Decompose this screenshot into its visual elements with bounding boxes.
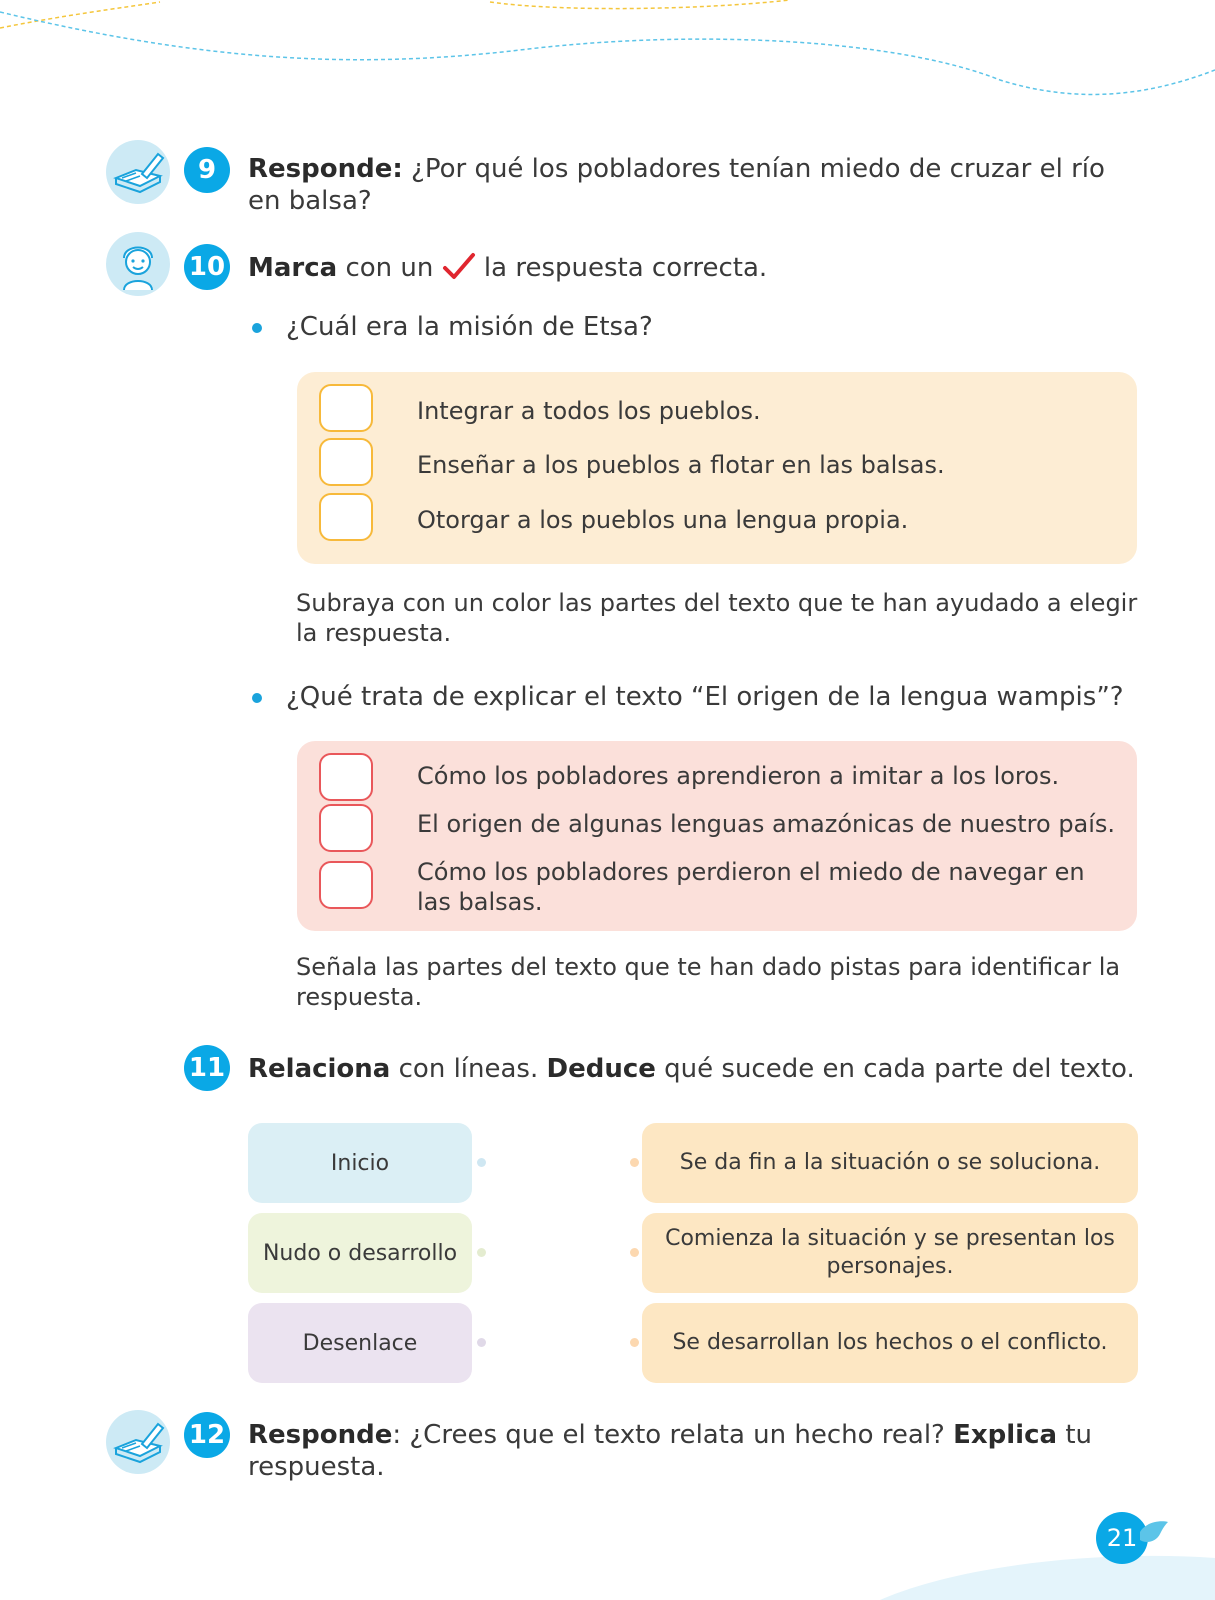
checkmark-icon: [442, 252, 476, 282]
question-text: con líneas.: [390, 1054, 547, 1084]
instruction-verb: Responde:: [248, 154, 403, 184]
match-right-development[interactable]: Se desarrollan los hechos o el conflicto.: [642, 1303, 1138, 1383]
match-left-desenlace[interactable]: Desenlace: [248, 1303, 472, 1383]
question-text: con un: [337, 253, 442, 283]
option-label: Integrar a todos los pueblos.: [417, 397, 761, 425]
underline-instruction: Subraya con un color las partes del texto que te han ayudado a elegir la respuesta.: [296, 589, 1138, 647]
question-number-10: [184, 244, 230, 290]
match-right-ending[interactable]: Se da fin a la situación o se soluciona.: [642, 1123, 1138, 1203]
student-face-icon: [106, 232, 170, 296]
bird-icon: [1138, 1518, 1170, 1548]
answer-checkbox[interactable]: [319, 493, 373, 541]
option-label: Cómo los pobladores aprendieron a imitar a los loros.: [417, 762, 1060, 790]
options-panel-2: [297, 741, 1137, 931]
sub-question-2: ¿Qué trata de explicar el texto “El origen de la lengua wampis”?: [286, 682, 1124, 712]
answer-checkbox[interactable]: [319, 753, 373, 801]
option-label: Otorgar a los pueblos una lengua propia.: [417, 506, 909, 534]
option-label: El origen de algunas lenguas amazónicas de nuestro país.: [417, 810, 1116, 838]
question-number-9: [184, 147, 230, 193]
question-number-label: 11: [188, 1053, 226, 1083]
question-text: tu respuesta.: [248, 1420, 1092, 1482]
writing-book-icon: [106, 1410, 170, 1474]
page-number-label: 21: [1106, 1524, 1138, 1552]
options-panel-1: [297, 372, 1137, 564]
answer-checkbox[interactable]: [319, 804, 373, 852]
instruction-verb: Explica: [953, 1420, 1058, 1450]
signal-instruction: Señala las partes del texto que te han dado pistas para identificar la respuesta.: [296, 953, 1121, 1011]
connector-dot[interactable]: [477, 1338, 486, 1347]
question-text: la respuesta correcta.: [475, 253, 768, 283]
match-left-nudo[interactable]: Nudo o desarrollo: [248, 1213, 472, 1293]
match-right-beginning[interactable]: Comienza la situación y se presentan los personajes.: [642, 1213, 1138, 1293]
question-text: : ¿Crees que el texto relata un hecho real?: [392, 1420, 954, 1450]
question-12-prompt: [248, 1419, 1128, 1483]
instruction-verb: Deduce: [546, 1054, 656, 1084]
answer-checkbox[interactable]: [319, 438, 373, 486]
question-number-label: 10: [188, 252, 226, 282]
question-text: qué sucede en cada parte del texto.: [655, 1054, 1135, 1084]
match-left-inicio[interactable]: Inicio: [248, 1123, 472, 1203]
answer-checkbox[interactable]: [319, 384, 373, 432]
connector-dot[interactable]: [630, 1338, 639, 1347]
option-label: Cómo los pobladores perdieron el miedo de navegar en las balsas.: [417, 858, 1085, 916]
bullet-dot: [252, 693, 262, 703]
connector-dot[interactable]: [477, 1248, 486, 1257]
instruction-verb: Responde: [248, 1420, 393, 1450]
question-number-12: [184, 1412, 230, 1458]
instruction-verb: Marca: [248, 253, 338, 283]
question-9-prompt: [248, 153, 1128, 217]
sub-question-1: ¿Cuál era la misión de Etsa?: [286, 312, 653, 342]
decorative-top-waves: [0, 0, 1215, 110]
connector-dot[interactable]: [477, 1158, 486, 1167]
instruction-verb: Relaciona: [248, 1054, 391, 1084]
option-label: Enseñar a los pueblos a flotar en las balsas.: [417, 451, 945, 479]
bullet-dot: [252, 323, 262, 333]
question-number-label: 9: [197, 155, 217, 185]
question-number-11: [184, 1045, 230, 1091]
connector-dot[interactable]: [630, 1248, 639, 1257]
connector-dot[interactable]: [630, 1158, 639, 1167]
question-10-prompt: [248, 252, 1128, 284]
answer-checkbox[interactable]: [319, 861, 373, 909]
decorative-bottom-wave: [0, 1520, 1215, 1600]
question-11-prompt: [248, 1053, 1148, 1085]
question-number-label: 12: [188, 1420, 226, 1450]
writing-book-icon: [106, 140, 170, 204]
question-text: ¿Por qué los pobladores tenían miedo de cruzar el río en balsa?: [248, 154, 1105, 216]
